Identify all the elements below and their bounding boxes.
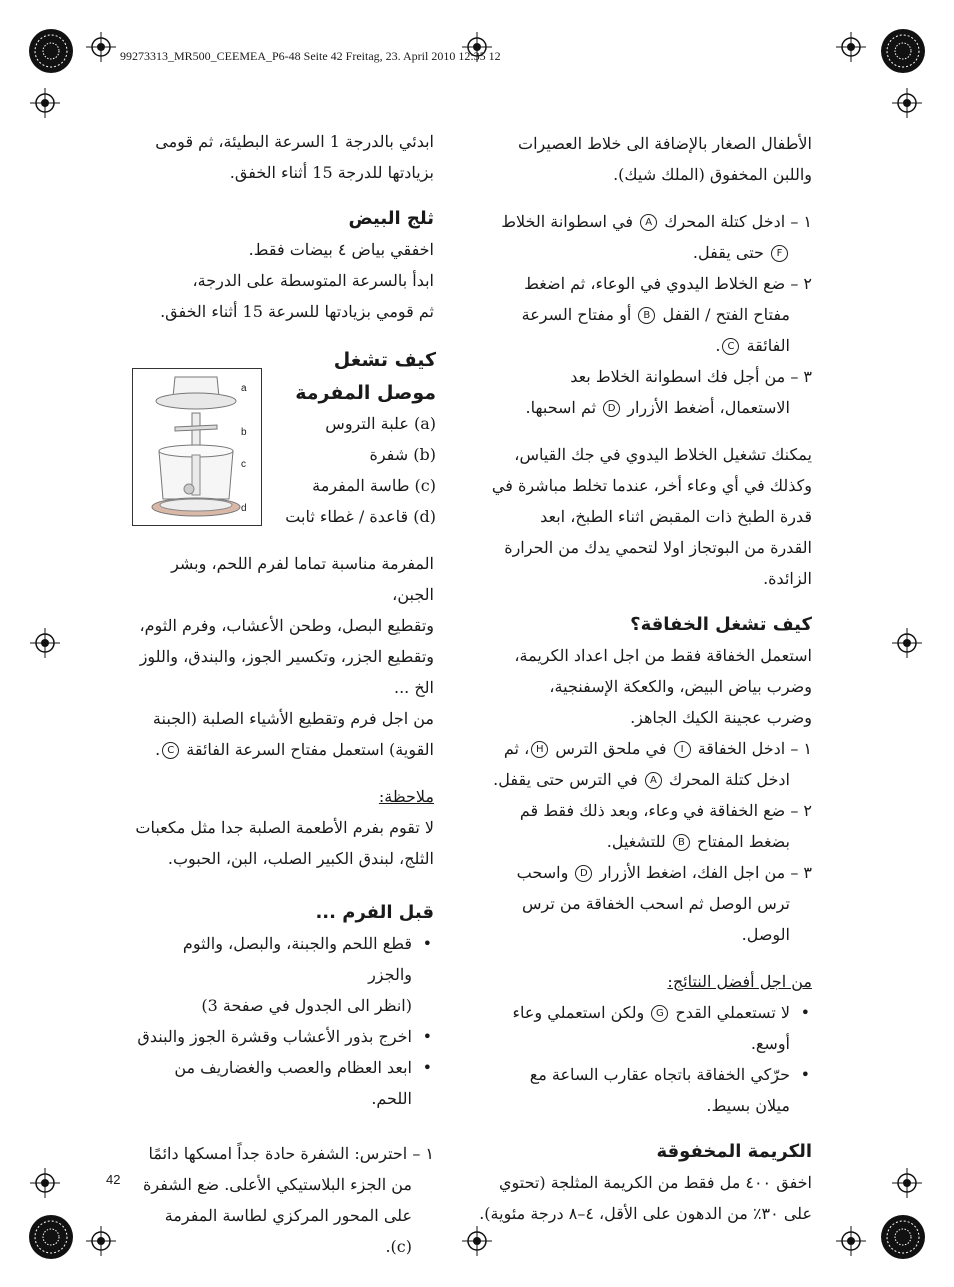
whisk-step-3-line-2: ترس الوصل ثم اسحب الخفاقة من ترس الوصل. <box>521 894 790 944</box>
circle-label-c-2: C <box>162 742 179 759</box>
crosshair-mark-left-1 <box>30 88 60 118</box>
circle-label-b-2: B <box>673 834 690 851</box>
step-2-line-1: ٢ – ضع الخلاط اليدوي في الوعاء، ثم اضغط <box>524 274 812 293</box>
top-para-1: ابدئي بالدرجة 1 السرعة البطيئة، ثم قومى <box>155 132 434 151</box>
circle-label-f: F <box>771 245 788 262</box>
registration-mark-bottom-right-sunburst <box>880 1214 926 1260</box>
best-item-1: • لا تستعملي القدح G ولكن استعملي وعاء أوسع. <box>470 997 812 1059</box>
whisk-para-1: استعمل الخفاقة فقط من اجل اعداد الكريمة، <box>514 646 812 665</box>
crosshair-mark-right-2 <box>892 1168 922 1198</box>
crosshair-mark-top-1 <box>86 32 116 62</box>
before-item-2: • اخرج بذور الأعشاب وقشرة الجوز والبندق <box>134 1021 434 1052</box>
intro-line-1: الأطفال الصغار بالإضافة الى خلاط العصيرات <box>518 134 812 153</box>
illustration-label-d: d <box>241 503 247 514</box>
para-line-4: القدرة من البوتجاز اولا لتحمي يدك من الحرارة <box>504 538 812 557</box>
part-b: (b) شفرة <box>369 445 436 464</box>
cream-para-2: على ٣٠٪ من الدهون على الأقل، ٤–٨ درجة مئوية). <box>479 1204 812 1223</box>
whisk-step-1-line-1: ١ – ادخل الخفاقة I في ملحق الترس H، ثم <box>503 739 812 758</box>
circle-label-d-2: D <box>575 865 592 882</box>
illustration-label-a: a <box>241 383 247 394</box>
step-3-line-2: الاستعمال، أضغط الأزرار D ثم اسحبها. <box>525 398 790 417</box>
intro-line-2: واللبن المخفوق (الملك شيك). <box>613 165 812 184</box>
snow-para-2: ابدأ بالسرعة المتوسطة على الدرجة، <box>192 271 434 290</box>
top-para-2: بزيادتها للدرجة 15 أثناء الخفق. <box>229 163 434 182</box>
part-d: (d) قاعدة / غطاء ثابت <box>285 507 436 526</box>
parts-list <box>268 408 436 532</box>
print-header-line: 99273313_MR500_CEEMEA_P6-48 Seite 42 Freitag, 23. April 2010 12:35 12 <box>120 49 501 63</box>
circle-label-h: H <box>531 741 548 758</box>
right-column <box>470 128 812 1229</box>
whisk-step-1-line-2: ادخل كتلة المحرك A في الترس حتى يقفل. <box>493 770 790 789</box>
crosshair-mark-top-3 <box>836 32 866 62</box>
note-para-2: الثلج، لبندق الكبير الصلب، البن، الحبوب. <box>167 849 434 868</box>
page-number: 42 <box>106 1172 121 1187</box>
chopper-illustration <box>132 368 262 526</box>
before-item-1: • قطع اللحم والجبنة، والبصل، والثوم والجزر <box>134 928 434 990</box>
para-line-2: وكذلك في أي وعاء أخر، عندما تخلط مباشرة في <box>491 476 812 495</box>
illustration-label-c: c <box>241 459 246 470</box>
crosshair-mark-bottom-1 <box>86 1226 116 1256</box>
registration-mark-top-left-sunburst <box>28 28 74 74</box>
circle-label-i: I <box>674 741 691 758</box>
crosshair-mark-right-mid <box>892 628 922 658</box>
crosshair-mark-bottom-2 <box>462 1226 492 1256</box>
illustration-label-b: b <box>241 427 247 438</box>
warning-line-2: من الجزء البلاستيكي الأعلى. ضع الشفرة <box>143 1175 412 1194</box>
best-item-2-line-1: • حرّكي الخفاقة باتجاه عقارب الساعة مع <box>470 1059 812 1090</box>
crosshair-mark-right-1 <box>892 88 922 118</box>
chopper-heading-line-2: موصل المفرمة <box>295 382 436 404</box>
circle-label-g: G <box>651 1005 668 1022</box>
best-results-heading: من اجل أفضل النتائج: <box>667 972 812 991</box>
left-column-top <box>134 126 434 327</box>
circle-label-a: A <box>640 214 657 231</box>
whisk-step-3-line-1: ٣ – من اجل الفك، اضغط الأزرار D واسحب <box>516 863 812 882</box>
warning-line-3: على المحور المركزي لطاسة المفرمة (c). <box>164 1206 412 1256</box>
crosshair-mark-bottom-3 <box>836 1226 866 1256</box>
left-column-bottom <box>134 548 434 1262</box>
step-2-line-2: مفتاح الفتح / القفل B أو مفتاح السرعة <box>521 305 790 324</box>
chopper-heading <box>280 344 436 410</box>
chopper-heading-line-1: كيف تشغل <box>333 349 436 371</box>
best-item-2-line-2: ميلان بسيط. <box>706 1096 790 1115</box>
warning-line-1: ١ – احترس: الشفرة حادة جداً امسكها دائمًا <box>148 1144 434 1163</box>
part-c: (c) طاسة المفرمة <box>312 476 436 495</box>
before-heading: قبل الفرم ... <box>315 902 434 923</box>
chopper-para-1: المفرمة مناسبة تماما لفرم اللحم، وبشر الجبن، <box>171 554 434 604</box>
before-item-1-line-2: (انظر الى الجدول في صفحة 3) <box>201 996 412 1015</box>
whisk-heading: كيف تشغل الخفاقة؟ <box>630 614 812 635</box>
registration-mark-top-right-sunburst <box>880 28 926 74</box>
step-1-line-2: F حتى يقفل. <box>470 237 812 268</box>
circle-label-c: C <box>722 338 739 355</box>
crosshair-mark-left-mid <box>30 628 60 658</box>
chopper-para-4: الخ ... <box>394 678 434 697</box>
whisk-para-3: وضرب عجينة الكيك الجاهز. <box>630 708 812 727</box>
whisk-step-2-line-2: بضغط المفتاح B للتشغيل. <box>606 832 790 851</box>
cream-heading: الكريمة المخفوقة <box>656 1141 812 1162</box>
snow-heading: ثلج البيض <box>348 208 434 229</box>
snow-para-1: اخفقي بياض ٤ بيضات فقط. <box>248 240 434 259</box>
chopper-para-3: وتقطيع الجزر، وتكسير الجوز، والبندق، واللوز <box>139 647 434 666</box>
whisk-para-2: وضرب بياض البيض، والكعكة الإسفنجية، <box>549 677 812 696</box>
hard-para-2: القوية) استعمل مفتاح السرعة الفائقة C. <box>155 740 434 759</box>
circle-label-a-2: A <box>645 772 662 789</box>
note-para-1: لا تقوم بفرم الأطعمة الصلبة جدا مثل مكعبات <box>135 818 434 837</box>
para-line-3: قدرة الطبخ ذات المقبض اثناء الطبخ، ابعد <box>540 507 812 526</box>
para-line-1: يمكنك تشغيل الخلاط اليدوي في جك القياس، <box>514 445 812 464</box>
whisk-step-2-line-1: ٢ – ضع الخفاقة في وعاء، وبعد ذلك فقط قم <box>519 801 812 820</box>
circle-label-b: B <box>638 307 655 324</box>
chopper-para-2: وتقطيع البصل، وطحن الأعشاب، وفرم الثوم، <box>139 616 434 635</box>
circle-label-d: D <box>603 400 620 417</box>
registration-mark-bottom-left-sunburst <box>28 1214 74 1260</box>
para-line-5: الزائدة. <box>763 569 812 588</box>
hard-para-1: من اجل فرم وتقطيع الأشياء الصلبة (الجبنة <box>152 709 434 728</box>
snow-para-3: ثم قومي بزيادتها للسرعة 15 أثناء الخفق. <box>160 302 434 321</box>
part-a: (a) علبة التروس <box>325 414 436 433</box>
cream-para-1: اخفق ٤٠٠ مل فقط من الكريمة المثلجة (تحتوي <box>498 1173 812 1192</box>
step-3-line-1: ٣ – من أجل فك اسطوانة الخلاط بعد <box>570 367 812 386</box>
crosshair-mark-left-2 <box>30 1168 60 1198</box>
step-1-line-1: ١ – ادخل كتلة المحرك A في اسطوانة الخلاط <box>501 212 812 231</box>
note-heading: ملاحظة: <box>378 787 434 806</box>
step-2-line-3: الفائقة C. <box>715 336 790 355</box>
before-item-3: • ابعد العظام والعصب والغضاريف من اللحم. <box>134 1052 434 1114</box>
